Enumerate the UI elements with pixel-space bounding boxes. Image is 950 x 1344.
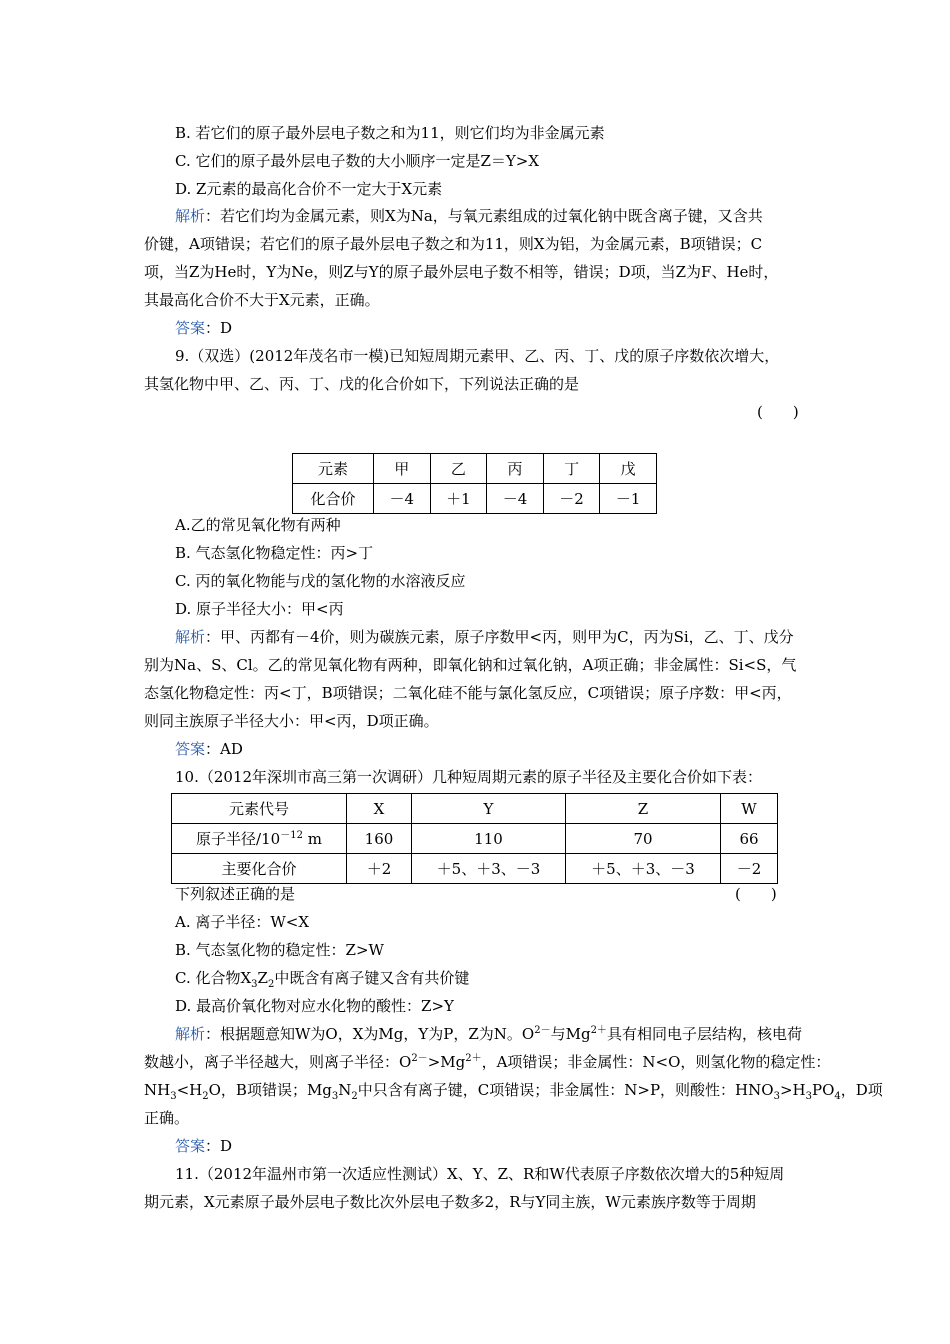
table-cell: 丁 [543, 454, 600, 484]
q11-stem-line-2: 期元素，X元素原子最外层电子数比次外层电子数多2，R与Y同主族，W元素族序数等于周期 [144, 1193, 756, 1211]
table-cell: 元素 [293, 454, 374, 484]
q9-explanation-line-1: 解析：甲、丙都有－4价，则为碳族元素，原子序数甲<丙，则甲为C，丙为Si，乙、丁、戊分 [175, 628, 794, 646]
q9-stem-line-2: 其氢化物中甲、乙、丙、丁、戊的化合价如下，下列说法正确的是 [144, 375, 580, 393]
table-cell: －1 [600, 484, 657, 514]
table-cell: 乙 [430, 454, 487, 484]
q10-answer-blank: ( ) [735, 885, 777, 903]
table-cell: －2 [721, 854, 778, 884]
q10-explanation-line-2: 数越小，离子半径越大，则离子半径：$O^{2-}>Mg^{2+}$，A项错误；非金属性：N<O，则氢化物的稳定性： [144, 1053, 831, 1071]
q9-answer: 答案：AD [175, 740, 243, 758]
q9-option-d: D. 原子半径大小：甲<丙 [175, 600, 344, 618]
q8-explanation-line-3: 项，当Z为He时，Y为Ne，则Z与Y的原子最外层电子数不相等，错误；D项，当Z为F、He时， [144, 263, 779, 281]
q9-explanation-line-4: 则同主族原子半径大小：甲<丙，D项正确。 [144, 712, 439, 730]
table-cell: 化合价 [293, 484, 374, 514]
table-row [172, 794, 778, 824]
q9-answer-blank: ( ) [757, 403, 799, 421]
explanation-label: 解析 [175, 207, 206, 225]
table-cell: －4 [487, 484, 544, 514]
table-cell: 元素代号 [172, 794, 347, 824]
q10-answer: 答案：D [175, 1137, 233, 1155]
table-cell: －4 [374, 484, 431, 514]
answer-label: 答案 [175, 319, 206, 337]
table-cell: 160 [347, 824, 412, 854]
q8-option-b: B. 若它们的原子最外层电子数之和为11，则它们均为非金属元素 [175, 124, 605, 142]
q8-option-d: D. Z元素的最高化合价不一定大于X元素 [175, 180, 443, 198]
q9-option-c: C. 丙的氧化物能与戊的氢化物的水溶液反应 [175, 572, 466, 590]
table-cell: 主要化合价 [172, 854, 347, 884]
q9-stem-line-1: 9.（双选）(2012年茂名市一模)已知短周期元素甲、乙、丙、丁、戊的原子序数依次增大， [175, 347, 780, 365]
q8-explanation-line-1: 解析：若它们均为金属元素，则X为Na，与氧元素组成的过氧化钠中既含离子键，又含共 [175, 207, 763, 225]
table-row [172, 854, 778, 884]
table-cell: 66 [721, 824, 778, 854]
q9-option-b: B. 气态氢化物稳定性：丙>丁 [175, 544, 374, 562]
q10-option-d: D. 最高价氧化物对应水化物的酸性：Z>Y [175, 997, 454, 1015]
table-cell: W [721, 794, 778, 824]
table-cell: ＋5、＋3、－3 [412, 854, 566, 884]
explanation-label: 解析 [175, 628, 206, 646]
table-cell: 原子半径$/10^{-12}$ m [172, 824, 347, 854]
answer-label: 答案 [175, 740, 206, 758]
q10-explanation-line-1: 解析：根据题意知W为O，X为Mg，Y为P，Z为N。$O^{2-}$与$Mg^{2+}$具有相同电子层结构，核电荷 [175, 1025, 802, 1043]
q10-option-c: C. 化合物$X_3Z_2$中既含有离子键又含有共价键 [175, 969, 470, 990]
q10-stem: 10.（2012年深圳市高三第一次调研）几种短周期元素的原子半径及主要化合价如下表： [175, 768, 763, 786]
table-cell: ＋5、＋3、－3 [566, 854, 721, 884]
table-cell: ＋1 [430, 484, 487, 514]
table-row [293, 454, 657, 484]
q10-explanation-line-4: 正确。 [144, 1109, 190, 1127]
q9-option-a: A.乙的常见氧化物有两种 [175, 516, 341, 534]
table-row [293, 484, 657, 514]
q10-stem-line-2: 下列叙述正确的是 [175, 885, 296, 903]
q9-explanation-line-2: 别为Na、S、Cl。乙的常见氧化物有两种，即氧化钠和过氧化钠，A项正确；非金属性：Si<S，气 [144, 656, 797, 674]
table-cell: －2 [543, 484, 600, 514]
answer-label: 答案 [175, 1137, 206, 1155]
table-cell: X [347, 794, 412, 824]
table-cell: 70 [566, 824, 721, 854]
table-cell: Z [566, 794, 721, 824]
q10-element-table [171, 793, 778, 884]
table-cell: 甲 [374, 454, 431, 484]
q8-explanation-line-4: 其最高化合价不大于X元素，正确。 [144, 291, 380, 309]
table-cell: 丙 [487, 454, 544, 484]
table-row [172, 824, 778, 854]
q10-explanation-line-3: $NH_3<H_2O$，B项错误；$Mg_3N_2$中只含有离子键，C项错误；非金属性：N>P，则酸性：$HNO_3>H_3PO_4$，D项 [144, 1081, 883, 1102]
q11-stem-line-1: 11.（2012年温州市第一次适应性测试）X、Y、Z、R和W代表原子序数依次增大的5种短周 [175, 1165, 785, 1183]
table-cell: 110 [412, 824, 566, 854]
q9-explanation-line-3: 态氢化物稳定性：丙<丁，B项错误；二氧化硅不能与氯化氢反应，C项错误；原子序数：甲<丙， [144, 684, 792, 702]
q10-option-a: A. 离子半径：W<X [175, 913, 310, 931]
q9-valence-table [292, 453, 657, 514]
table-cell: ＋2 [347, 854, 412, 884]
explanation-label: 解析 [175, 1025, 206, 1043]
q10-option-b: B. 气态氢化物的稳定性：Z>W [175, 941, 384, 959]
table-cell: 戊 [600, 454, 657, 484]
q8-option-c: C. 它们的原子最外层电子数的大小顺序一定是Z＝Y>X [175, 152, 540, 170]
q8-answer: 答案：D [175, 319, 233, 337]
table-cell: Y [412, 794, 566, 824]
q8-explanation-line-2: 价键，A项错误；若它们的原子最外层电子数之和为11，则X为铝，为金属元素，B项错误；C [144, 235, 763, 253]
